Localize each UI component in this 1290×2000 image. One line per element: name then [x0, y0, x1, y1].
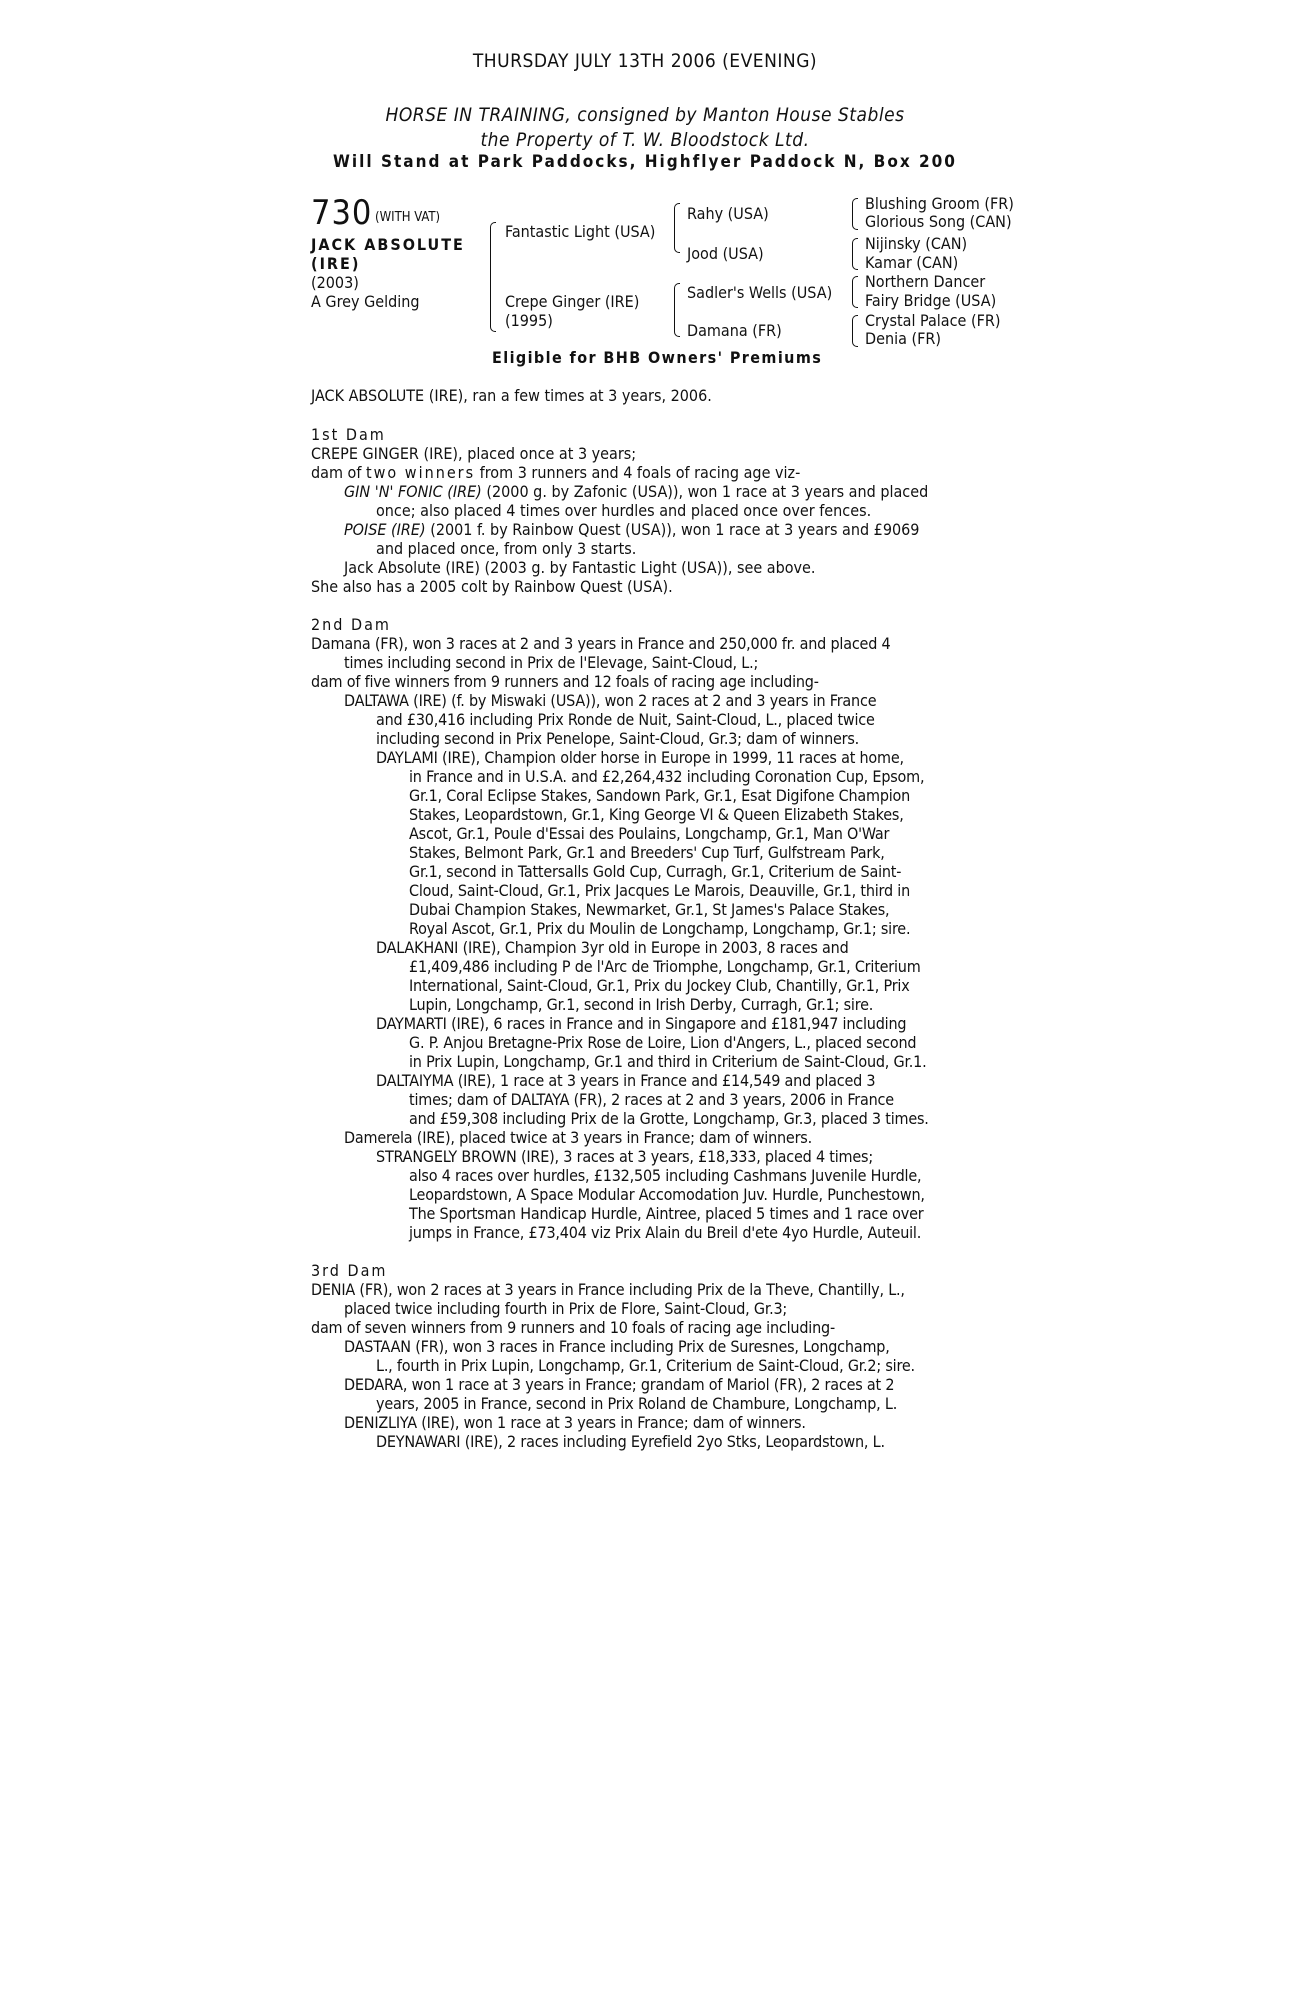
dam-year: (1995) — [505, 311, 553, 330]
second-dam-line: DALTAWA (IRE) (f. by Miswaki (USA)), won 2 races at 2 and 3 years in France — [344, 691, 877, 710]
second-dam-line: Stakes, Belmont Park, Gr.1 and Breeders' Cup Turf, Gulfstream Park, — [409, 843, 885, 862]
third-dam-line: placed twice including fourth in Prix de Flore, Saint-Cloud, Gr.3; — [344, 1299, 788, 1318]
second-dam-line: Gr.1, Coral Eclipse Stakes, Sandown Park, Gr.1, Esat Digifone Champion — [409, 786, 911, 805]
granddam-line-3: Nijinsky (CAN) — [865, 234, 968, 253]
sire-dam: Jood (USA) — [687, 244, 764, 263]
granddam-line-2: Glorious Song (CAN) — [865, 212, 1012, 231]
second-dam-line: G. P. Anjou Bretagne-Prix Rose de Loire, Lion d'Angers, L., placed second — [409, 1033, 917, 1052]
winners-count: two winners — [366, 463, 476, 482]
horse-name: JACK ABSOLUTE — [311, 235, 465, 254]
first-dam-line: once; also placed 4 times over hurdles and placed once over fences. — [376, 501, 872, 520]
second-dam-line: Damerela (IRE), placed twice at 3 years in France; dam of winners. — [344, 1128, 812, 1147]
first-dam-line — [311, 463, 991, 482]
progeny-name: POISE (IRE) — [344, 520, 426, 539]
first-dam-line — [311, 520, 991, 539]
sire-sire: Rahy (USA) — [687, 204, 769, 223]
sale-date-heading: THURSDAY JULY 13TH 2006 (EVENING) — [472, 50, 818, 72]
second-dam-line: International, Saint-Cloud, Gr.1, Prix du Jockey Club, Chantilly, Gr.1, Prix — [409, 976, 910, 995]
second-dam-line: DAYLAMI (IRE), Champion older horse in Europe in 1999, 11 races at home, — [376, 748, 904, 767]
first-dam-line — [311, 482, 991, 501]
second-dam-line: times; dam of DALTAYA (FR), 2 races at 2 and 3 years, 2006 in France — [409, 1090, 894, 1109]
second-dam-line: and £59,308 including Prix de la Grotte, Longchamp, Gr.3, placed 3 times. — [409, 1109, 929, 1128]
pedigree-brace — [852, 238, 858, 270]
pedigree-brace — [852, 198, 858, 230]
section-heading: 2nd Dam — [311, 615, 391, 634]
third-dam-line: DEDARA, won 1 race at 3 years in France; grandam of Mariol (FR), 2 races at 2 — [344, 1375, 895, 1394]
dam-sire: Sadler's Wells (USA) — [687, 283, 833, 302]
granddam-line-6: Fairy Bridge (USA) — [865, 291, 997, 310]
section-heading: 3rd Dam — [311, 1261, 388, 1280]
first-dam-line: CREPE GINGER (IRE), placed once at 3 years; — [311, 444, 637, 463]
second-dam-line: dam of five winners from 9 runners and 12 foals of racing age including- — [311, 672, 819, 691]
second-dam-line: £1,409,486 including P de l'Arc de Triomphe, Longchamp, Gr.1, Criterium — [409, 957, 921, 976]
pedigree-brace — [674, 203, 680, 253]
second-dam-line: times including second in Prix de l'Elevage, Saint-Cloud, L.; — [344, 653, 759, 672]
second-dam-section — [311, 615, 991, 1242]
horse-description: A Grey Gelding — [311, 292, 420, 311]
first-dam-section — [311, 425, 991, 596]
granddam-line-5: Northern Dancer — [865, 272, 986, 291]
consignment-line: HORSE IN TRAINING, consigned by Manton House Stables — [385, 104, 905, 126]
second-dam-line: jumps in France, £73,404 viz Prix Alain du Breil d'ete 4yo Hurdle, Auteuil. — [409, 1223, 922, 1242]
section-heading: 1st Dam — [311, 425, 386, 444]
first-dam-line: and placed once, from only 3 starts. — [376, 539, 637, 558]
text: from 3 runners and 4 foals of racing age viz- — [475, 463, 801, 482]
third-dam-line: DENIZLIYA (IRE), won 1 race at 3 years in France; dam of winners. — [344, 1413, 806, 1432]
pedigree-brace — [852, 315, 858, 347]
pedigree-brace — [674, 283, 680, 337]
granddam-line-1: Blushing Groom (FR) — [865, 194, 1014, 213]
second-dam-line: Stakes, Leopardstown, Gr.1, King George VI & Queen Elizabeth Stakes, — [409, 805, 904, 824]
pedigree-brace — [852, 276, 858, 308]
second-dam-line: Leopardstown, A Space Modular Accomodation Juv. Hurdle, Punchestown, — [409, 1185, 925, 1204]
premium-eligibility: Eligible for BHB Owners' Premiums — [492, 348, 823, 367]
sire: Fantastic Light (USA) — [505, 222, 656, 241]
second-dam-line: STRANGELY BROWN (IRE), 3 races at 3 years, £18,333, placed 4 times; — [376, 1147, 873, 1166]
second-dam-line: in France and in U.S.A. and £2,264,432 including Coronation Cup, Epsom, — [409, 767, 925, 786]
text: (2000 g. by Zafonic (USA)), won 1 race at 3 years and placed — [481, 482, 929, 501]
second-dam-line: in Prix Lupin, Longchamp, Gr.1 and third in Criterium de Saint-Cloud, Gr.1. — [409, 1052, 927, 1071]
second-dam-line: and £30,416 including Prix Ronde de Nuit, Saint-Cloud, L., placed twice — [376, 710, 875, 729]
property-line: the Property of T. W. Bloodstock Ltd. — [480, 129, 810, 151]
second-dam-line: Ascot, Gr.1, Poule d'Essai des Poulains, Longchamp, Gr.1, Man O'War — [409, 824, 890, 843]
third-dam-line: DASTAAN (FR), won 3 races in France including Prix de Suresnes, Longchamp, — [344, 1337, 890, 1356]
second-dam-line: The Sportsman Handicap Hurdle, Aintree, placed 5 times and 1 race over — [409, 1204, 924, 1223]
third-dam-line: DEYNAWARI (IRE), 2 races including Eyrefield 2yo Stks, Leopardstown, L. — [376, 1432, 885, 1451]
second-dam-line: Royal Ascot, Gr.1, Prix du Moulin de Longchamp, Longchamp, Gr.1; sire. — [409, 919, 911, 938]
second-dam-line: Damana (FR), won 3 races at 2 and 3 years in France and 250,000 fr. and placed 4 — [311, 634, 891, 653]
second-dam-line: DALAKHANI (IRE), Champion 3yr old in Europe in 2003, 8 races and — [376, 938, 849, 957]
third-dam-line: DENIA (FR), won 2 races at 3 years in France including Prix de la Theve, Chantilly, L., — [311, 1280, 905, 1299]
vat-note: (WITH VAT) — [375, 210, 441, 225]
granddam-line-4: Kamar (CAN) — [865, 253, 959, 272]
third-dam-line: dam of seven winners from 9 runners and 10 foals of racing age including- — [311, 1318, 835, 1337]
text: dam of — [311, 463, 366, 482]
pedigree-brace — [490, 222, 496, 332]
dam-name: Crepe Ginger (IRE) — [505, 292, 640, 311]
second-dam-line: Gr.1, second in Tattersalls Gold Cup, Curragh, Gr.1, Criterium de Saint- — [409, 862, 902, 881]
stand-line: Will Stand at Park Paddocks, Highflyer Paddock N, Box 200 — [333, 152, 957, 172]
dam-dam: Damana (FR) — [687, 321, 782, 340]
horse-country: (IRE) — [311, 254, 361, 273]
foaling-year: (2003) — [311, 273, 359, 292]
second-dam-line: Lupin, Longchamp, Gr.1, second in Irish Derby, Curragh, Gr.1; sire. — [409, 995, 874, 1014]
second-dam-line: including second in Prix Penelope, Saint-Cloud, Gr.3; dam of winners. — [376, 729, 860, 748]
granddam-line-7: Crystal Palace (FR) — [865, 311, 1001, 330]
lot-number: 730 — [311, 193, 373, 233]
first-dam-line: She also has a 2005 colt by Rainbow Quest (USA). — [311, 577, 673, 596]
second-dam-line: Dubai Champion Stakes, Newmarket, Gr.1, St James's Palace Stakes, — [409, 900, 890, 919]
third-dam-line: years, 2005 in France, second in Prix Roland de Chambure, Longchamp, L. — [376, 1394, 898, 1413]
first-dam-line: Jack Absolute (IRE) (2003 g. by Fantastic Light (USA)), see above. — [344, 558, 816, 577]
third-dam-section — [311, 1261, 991, 1451]
progeny-name: GIN 'N' FONIC (IRE) — [344, 482, 482, 501]
race-record-summary: JACK ABSOLUTE (IRE), ran a few times at 3 years, 2006. — [311, 386, 712, 405]
granddam-line-8: Denia (FR) — [865, 329, 941, 348]
third-dam-line: L., fourth in Prix Lupin, Longchamp, Gr.1, Criterium de Saint-Cloud, Gr.2; sire. — [376, 1356, 915, 1375]
second-dam-line: DAYMARTI (IRE), 6 races in France and in Singapore and £181,947 including — [376, 1014, 907, 1033]
second-dam-line: Cloud, Saint-Cloud, Gr.1, Prix Jacques Le Marois, Deauville, Gr.1, third in — [409, 881, 911, 900]
second-dam-line: also 4 races over hurdles, £132,505 including Cashmans Juvenile Hurdle, — [409, 1166, 922, 1185]
text: (2001 f. by Rainbow Quest (USA)), won 1 race at 3 years and £9069 — [425, 520, 920, 539]
second-dam-line: DALTAIYMA (IRE), 1 race at 3 years in France and £14,549 and placed 3 — [376, 1071, 876, 1090]
